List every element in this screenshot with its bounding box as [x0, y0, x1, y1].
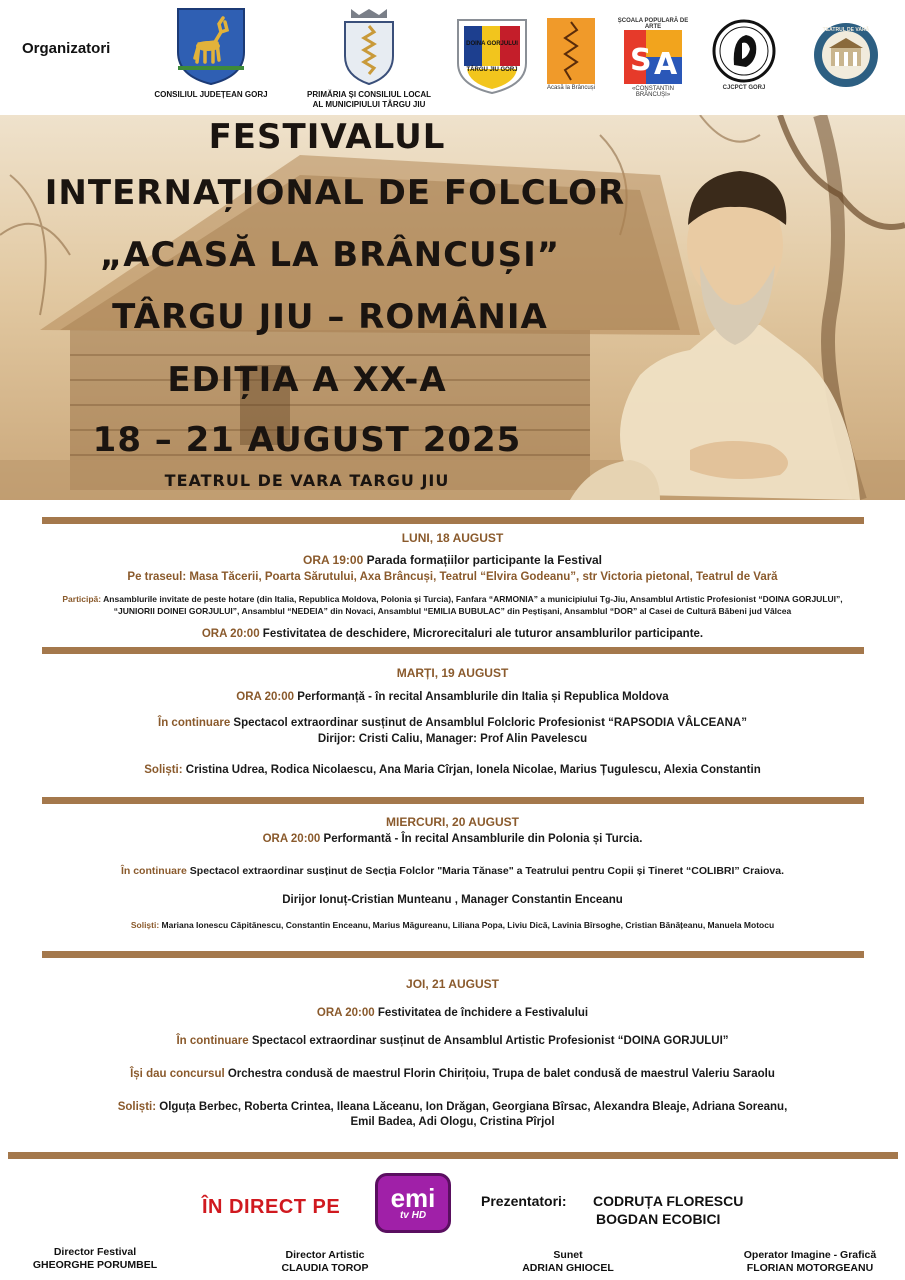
emi-logo-sub: tv HD	[399, 1209, 427, 1221]
program-line	[20, 553, 885, 567]
organizers-bar	[0, 0, 905, 115]
day-heading-2: MARȚI, 19 AUGUST	[396, 666, 509, 680]
cjcpct-emblem-icon	[712, 19, 776, 83]
credit-festival-director	[0, 1246, 190, 1272]
scoala-populara-top: ȘCOALA POPULARĂ DE ARTE	[617, 18, 689, 30]
program-conductor: Dirijor Ionuț-Cristian Munteanu , Manager Constantin Enceanu	[282, 894, 623, 906]
credit-name: CLAUDIA TOROP	[281, 1262, 369, 1275]
contribution-label: Își dau concursul	[130, 1068, 225, 1080]
emi-tv-logo	[375, 1173, 451, 1233]
time-label: ORA 19:00	[303, 553, 364, 567]
credit-role: Operator Imagine - Grafică	[743, 1249, 877, 1261]
hero-venue: TEATRUL DE VARA TARGU JIU	[164, 471, 450, 490]
credit-name: FLORIAN MOTORGEANU	[746, 1262, 874, 1275]
section-divider	[42, 517, 864, 524]
soloists-text: Mariana Ionescu Căpitănescu, Constantin Enceanu, Marius Măgureanu, Liliana Popa, Liviu Dică, Lavinia Bîrsoghe, Cristian Bănățeanu, Manuela Motocu	[159, 920, 775, 930]
program-line	[20, 691, 885, 703]
program-text: Spectacol extraordinar susținut de Secția Folclor "Maria Tănase" a Teatrului pentru Copii și Tineret “COLIBRI” Craiova.	[186, 865, 785, 877]
credit-role: Director Artistic	[285, 1249, 365, 1261]
program-soloists	[20, 764, 885, 776]
soloists-label: Soliști:	[144, 764, 183, 776]
day-heading-3: MIERCURI, 20 AUGUST	[386, 815, 519, 829]
hero-title-line1: FESTIVALUL	[208, 117, 446, 157]
teatrul-caption: TEATRUL DE VARĂ	[822, 27, 870, 33]
brancusi-column-icon	[547, 18, 595, 84]
cjcpct-caption: CJCPCT GORJ	[722, 85, 766, 91]
spa-monogram-icon	[624, 30, 682, 84]
scoala-populara-caption: «CONSTANTIN BRÂNCUȘI»	[632, 86, 674, 98]
hero-edition: EDIȚIA A XX-A	[167, 360, 447, 400]
credit-sound	[488, 1249, 648, 1275]
participants-text: Ansamblurile invitate de peste hotare (din Italia, Republica Moldova, Polonia și Turcia), Fanfara “ARMONIA” a municipiului Tg-Jiu, Ansamblul Artistic Profesionist “DOINA GORJULUI”,	[101, 594, 843, 604]
credit-role: Director Festival	[53, 1246, 137, 1258]
program-line	[20, 717, 885, 729]
program-soloists-cont: Emil Badea, Adi Ologu, Cristina Pîrjol	[350, 1116, 555, 1128]
program-text: Performanță - în recital Ansamblurile din Italia și Republica Moldova	[294, 691, 669, 703]
primaria-caption-line2: AL MUNICIPIULUI TÂRGU JIU	[312, 100, 426, 109]
continuation-label: În continuare	[176, 1035, 249, 1047]
program-line	[20, 833, 885, 845]
svg-text:S: S	[630, 43, 652, 78]
continuation-label: În continuare	[120, 865, 187, 877]
primaria-logo	[298, 6, 440, 110]
deer-shield-icon	[175, 6, 247, 86]
continuation-label: În continuare	[158, 717, 231, 729]
primaria-caption-line1: PRIMĂRIA ȘI CONSILIUL LOCAL	[307, 90, 431, 99]
primaria-caption	[307, 90, 431, 110]
program-text: Performantă - În recital Ansamblurile din Polonia și Turcia.	[320, 833, 643, 845]
acasa-la-brancusi-caption: Acasă la Brâncuși	[546, 85, 596, 91]
program-text: Parada formațiilor participante la Festival	[363, 553, 602, 567]
consiliul-judetean-caption: CONSILIUL JUDEȚEAN GORJ	[154, 90, 268, 99]
program-text: Spectacol extraordinar susținut de Ansamblul Artistic Profesionist “DOINA GORJULUI”	[248, 1035, 729, 1047]
doina-gorjului-sub: TÂRGU JIU GORJ	[466, 67, 518, 73]
program-line	[20, 628, 885, 640]
section-divider	[42, 951, 864, 958]
hero-dates: 18 – 21 AUGUST 2025	[92, 420, 522, 460]
organizers-label: Organizatori	[22, 40, 111, 57]
credit-role: Sunet	[553, 1249, 583, 1261]
section-divider	[42, 647, 864, 654]
soloists-label: Soliști:	[117, 1101, 157, 1113]
time-label: ORA 20:00	[316, 1007, 375, 1019]
doina-gorjului-logo	[454, 17, 530, 95]
day-heading-1: LUNI, 18 AUGUST	[401, 531, 504, 545]
doina-gorjului-text: DOINA GORJULUI	[466, 41, 518, 47]
program-route: Pe traseul: Masa Tăcerii, Poarta Sărutului, Axa Brâncuși, Teatrul “Elvira Godeanu”, str Victoria pietonal, Teatrul de Vară	[127, 571, 778, 583]
program-text: Festivitatea de închidere a Festivalului	[374, 1007, 589, 1019]
program-participants-cont: “JUNIORII DOINEI GORJULUI”, Ansamblul “NEDEIA” din Novaci, Ansamblul “EMILIA BUBULAC” din Peștișani, Ansamblul “DOR” al Casei de Cultură Băbeni jud Vâlcea	[113, 606, 792, 616]
hero-title-line3: „ACASĂ LA BRÂNCUȘI”	[99, 235, 561, 275]
program-soloists	[20, 920, 885, 930]
program-line	[20, 1035, 885, 1047]
consiliul-judetean-logo	[150, 6, 272, 100]
hero-title-line2: INTERNAȚIONAL DE FOLCLOR	[44, 173, 626, 213]
program-line	[20, 1007, 885, 1019]
scoala-populara-logo	[617, 18, 689, 98]
cjcpct-logo	[710, 19, 778, 91]
acasa-la-brancusi-logo	[546, 18, 596, 91]
program-conductor: Dirijor: Cristi Caliu, Manager: Prof Alin Pavelescu	[317, 733, 588, 745]
credit-artistic-director	[245, 1249, 405, 1275]
credit-name: GHEORGHE PORUMBEL	[32, 1259, 158, 1272]
time-label: ORA 20:00	[236, 691, 295, 703]
emi-logo-text: emi	[390, 1182, 436, 1213]
section-divider	[8, 1152, 898, 1159]
teatrul-logo	[812, 22, 880, 88]
program-text: Festivitatea de deschidere, Microrecitaluri ale tuturor ansamblurilor participante.	[259, 628, 704, 640]
soloists-text: Cristina Udrea, Rodica Nicolaescu, Ana Maria Cîrjan, Ionela Nicolae, Marius Țugulescu, Alexia Constantin	[182, 764, 761, 776]
participants-label: Participă:	[62, 594, 102, 604]
soloists-text: Olguța Berbec, Roberta Crintea, Ileana Lăceanu, Ion Drăgan, Georgiana Bîrsac, Alexandra Bleaje, Adriana Soreanu,	[156, 1101, 788, 1113]
column-shield-icon	[341, 6, 397, 86]
program-line	[20, 1068, 885, 1080]
presenter-1: CODRUȚA FLORESCU	[593, 1193, 744, 1209]
hero-title-line4: TÂRGU JIU – ROMÂNIA	[112, 297, 548, 337]
hero-banner	[0, 115, 905, 500]
program-text: Orchestra condusă de maestrul Florin Chirițoiu, Trupa de balet condusă de maestrul Valeriu Saraolu	[224, 1068, 775, 1080]
time-label: ORA 20:00	[262, 833, 321, 845]
soloists-label: Soliști:	[130, 920, 160, 930]
program-soloists	[20, 1101, 885, 1113]
program-line	[20, 865, 885, 877]
program-text: Spectacol extraordinar susținut de Ansamblul Folcloric Profesionist “RAPSODIA VÂLCEANA”	[230, 717, 747, 729]
doina-gorjului-shield-icon	[455, 17, 529, 95]
svg-text:A: A	[654, 47, 678, 82]
program-participants	[20, 594, 885, 604]
presenter-2: BOGDAN ECOBICI	[596, 1211, 721, 1227]
live-broadcast-label: ÎN DIRECT PE	[202, 1196, 341, 1218]
section-divider	[42, 797, 864, 804]
credit-name: ADRIAN GHIOCEL	[522, 1262, 614, 1275]
credit-image-operator	[715, 1249, 905, 1275]
presenters-label: Prezentatori:	[481, 1193, 567, 1209]
time-label: ORA 20:00	[201, 628, 260, 640]
day-heading-4: JOI, 21 AUGUST	[406, 977, 499, 991]
